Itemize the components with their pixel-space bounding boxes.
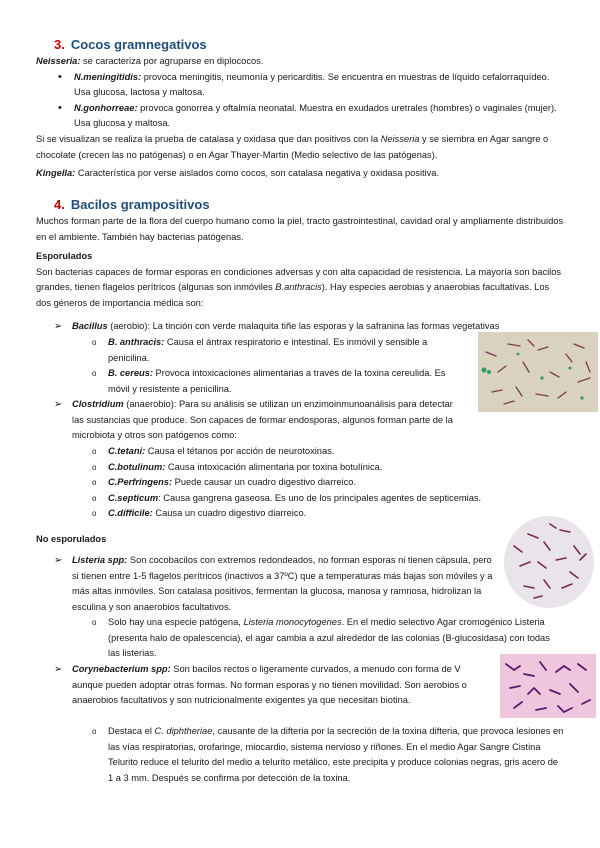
kingella-text: Característica por verse aislados como cocos, son catalasa negativa y oxidasa positiva. xyxy=(75,168,440,179)
list-item-septicum xyxy=(36,491,564,507)
list-item-meningitidis xyxy=(36,70,564,101)
listeria-label: Listeria spp: xyxy=(72,555,128,565)
clostridium-text: (anaerobio): Para su análisis se utilizan un enzimoinmunoanálisis para detectar las sustancias que produce. Son capaces de formar endosporas, algunos forman parte de la microbiota y otros son patógenos como: xyxy=(72,399,453,441)
perfringens-text: Puede causar un cuadro digestivo diarreico. xyxy=(172,477,357,488)
section-4-header xyxy=(36,196,564,312)
section-3-title: Cocos gramnegativos xyxy=(70,37,207,52)
tetani-text: Causa el tétanos por acción de neurotoxinas. xyxy=(145,446,335,456)
gonorrhoeae-text: provoca gonorrea y oftalmía neonatal. Muestra en exudados uretrales (hombres) o vaginales (mujer). Usa glucosa y maltosa. xyxy=(74,102,557,129)
esporulados-title: Esporulados xyxy=(36,251,93,262)
monocytogenes-text-b: . En el medio selectivo Agar cromogénico Listeria (presenta halo de opalescencia), el agar cambia a azul alrededor de las colonias (B-glucosidasa) con todas las listerias. xyxy=(108,617,550,659)
section-4-title: Bacilos grampositivos xyxy=(70,197,210,212)
section-4-number: 4. xyxy=(54,197,65,212)
botulinum-text: Causa intoxicación alimentaria por toxina botulínica. xyxy=(165,461,383,472)
clostridium-block xyxy=(36,397,460,444)
catalasa-text-b: y se siembra en Agar sangre o chocolate (crecen las no patógenas) o en Agar Thayer-Martin (Medio selectivo de las patógenas). xyxy=(36,133,549,160)
section-4-intro: Muchos forman parte de la flora del cuerpo humano como la piel, tracto gastrointestinal, cavidad oral y ampliamente distribuidos en el ambiente. También hay bacterias patógenas. xyxy=(36,216,564,242)
clostridium-label: Clostridium xyxy=(72,399,124,409)
corynebacterium-sublist xyxy=(36,724,564,786)
esporulados-italic: B.anthracis xyxy=(275,282,322,293)
cereus-text: Provoca intoxicaciones alimentarias a través de la toxina cereulida. Es móvil y resistente a penicilina. xyxy=(108,368,446,394)
esporulados-text-a: Son bacterias capaces de formar esporas en condiciones adversas y con alta capacidad de resistencia. La mayoría son bacilos grandes, tienen flagelos perítricos (algunas son inmóviles xyxy=(36,266,562,293)
section-4-heading xyxy=(36,196,564,214)
meningitidis-text: provoca meningitis, neumonía y pericarditis. Se encuentra en muestras de líquido cefalorraquídeo. Usa glucosa, lactosa y maltosa. xyxy=(74,71,550,98)
neisseria-paragraph xyxy=(36,54,564,70)
bacillus-micrograph xyxy=(478,332,598,412)
tetani-label: C.tetani: xyxy=(108,446,146,456)
no-esporulados-title: No esporulados xyxy=(36,534,107,544)
list-item-tetani xyxy=(36,444,564,460)
cereus-label: B. cereus: xyxy=(108,368,153,379)
list-item-listeria xyxy=(36,553,496,615)
list-item-corynebacterium xyxy=(36,662,488,709)
list-item-anthracis xyxy=(36,335,464,366)
list-item-gonorrhoeae xyxy=(36,101,564,132)
corynebacterium-text: Son bacilos rectos o ligeramente curvados, a menudo con forma de V aunque pueden adoptar otras formas. No forman esporas y no tienen movilidad. Son aerobios o anaerobios facultativos y son nutricionalmente exigentes ya que necesitan biotina. xyxy=(72,664,467,706)
list-item-difficile xyxy=(36,506,564,522)
botulinum-label: C.botulinum: xyxy=(108,461,166,472)
list-item-botulinum xyxy=(36,460,564,476)
listeria-text: Son cocobacilos con extremos redondeados, no forman esporas ni tienen cápsula, pero si tienen entre 1-5 flagelos perítricos (inactivos a 37ºC) que a temperaturas más bajas son móviles y a más altas inmóviles. Son catalasa positivos, fermentan la glucosa, manosa y ramnosa, hidrolizan la esculina y son anaerobios facultativos. xyxy=(72,555,493,612)
diphtheriae-text-b: , causante de la difteria por la secreción de la toxina difteria, que provoca lesiones en las vías respiratorias, orofaringe, miocardio, sistema nervioso y riñones. En el medio Agar Sangre Cistina Telurito reduce el telurito del medio a telurito metálico, este precipita y produce colonias negras, gris acero de 1 a 3 mm. Después se confirma por detección de la toxina. xyxy=(108,726,564,783)
corynebacterium-micrograph xyxy=(500,654,596,718)
list-item-clostridium xyxy=(36,397,460,444)
catalasa-italic: Neisseria xyxy=(380,133,420,144)
neisseria-text: se caracteriza por agruparse en diplococos. xyxy=(80,56,264,66)
corynebacterium-label: Corynebacterium spp: xyxy=(72,664,171,674)
list-item-diphtheriae xyxy=(36,724,564,786)
gonorrhoeae-label: N.gonhorreae: xyxy=(74,102,138,113)
esporulados-paragraph xyxy=(36,265,564,312)
difficile-label: C.difficile: xyxy=(108,508,153,519)
diphtheriae-italic: C. diphtheriae xyxy=(154,726,213,736)
section-3-heading xyxy=(36,36,564,54)
corynebacterium-block xyxy=(36,662,488,709)
clostridium-sublist xyxy=(36,444,564,522)
perfringens-label: C.Perfringens: xyxy=(108,477,173,488)
septicum-label: C.septicum xyxy=(108,492,159,503)
esporulados-text-b: ). Hay especies aerobias y anaerobias facultativas. Los dos géneros de importancia médica son: xyxy=(36,282,550,308)
diphtheriae-text-a: Destaca el xyxy=(108,726,155,736)
monocytogenes-italic: Listeria monocytogenes xyxy=(243,617,342,627)
kingella-paragraph xyxy=(36,166,564,182)
anthracis-label: B. anthracis: xyxy=(108,337,165,347)
section-3-number: 3. xyxy=(54,37,65,52)
anthracis-text: Causa el ántrax respiratorio e intestinal. Es inmóvil y sensible a penicilina. xyxy=(108,337,428,363)
section-3 xyxy=(36,36,564,182)
list-item-cereus xyxy=(36,366,464,397)
listeria-sublist xyxy=(36,615,564,662)
monocytogenes-text-a: Solo hay una especie patógena, xyxy=(108,617,244,627)
kingella-label: Kingella: xyxy=(36,168,76,179)
difficile-text: Causa un cuadro digestivo diarreico. xyxy=(152,508,307,519)
bacillus-text: (aerobio): La tinción con verde malaquita tiñe las esporas y la safranina las formas vegetativas xyxy=(107,321,500,331)
listeria-block xyxy=(36,553,496,615)
list-item-perfringens xyxy=(36,475,564,491)
neisseria-list xyxy=(36,70,564,132)
bacillus-sublist xyxy=(36,335,464,397)
bacillus-label: Bacillus xyxy=(72,321,108,331)
listeria-micrograph xyxy=(504,516,594,608)
meningitidis-label: N.meningitidis: xyxy=(74,71,142,82)
catalasa-paragraph xyxy=(36,132,564,163)
neisseria-label: Neisseria: xyxy=(36,56,81,66)
septicum-text: : Causa gangrena gaseosa. Es uno de los principales agentes de septicemias. xyxy=(158,492,482,503)
catalasa-text-a: Si se visualizan se realiza la prueba de catalasa y oxidasa que dan positivos con la xyxy=(36,133,381,144)
list-item-monocytogenes xyxy=(36,615,564,662)
